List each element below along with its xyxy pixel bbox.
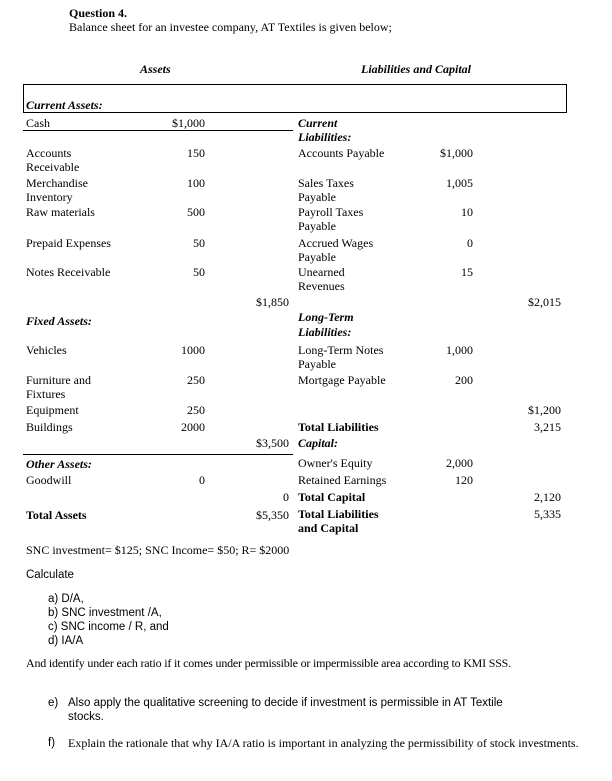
liab-sales-tax-label-2: Payable — [298, 190, 336, 204]
liab-ap-label: Accounts Payable — [298, 146, 385, 160]
asset-buildings-value: 2000 — [181, 420, 205, 434]
asset-vehicles-label: Vehicles — [26, 343, 67, 357]
total-capital-value: 2,120 — [534, 490, 561, 504]
total-assets-label: Total Assets — [26, 508, 87, 522]
retained-earnings-label: Retained Earnings — [298, 473, 387, 487]
fixed-assets-total: $3,500 — [256, 436, 289, 450]
asset-ar-label-2: Receivable — [26, 160, 80, 174]
asset-prepaid-label: Prepaid Expenses — [26, 236, 111, 250]
current-liabilities-total: $2,015 — [528, 295, 561, 309]
list-item: a) D/A, — [48, 593, 84, 605]
identify-paragraph: And identify under each ratio if it comes under permissible or impermissible area according to KMI SSS. — [26, 656, 511, 670]
current-assets-total: $1,850 — [256, 295, 289, 309]
asset-buildings-label: Buildings — [26, 420, 73, 434]
table-right-border — [566, 84, 567, 112]
asset-vehicles-value: 1000 — [181, 343, 205, 357]
asset-cash-label: Cash — [26, 116, 50, 130]
lt-liabilities-label: Long-Term — [298, 310, 354, 324]
lt-liabilities-total: $1,200 — [528, 403, 561, 417]
asset-goodwill-value: 0 — [199, 473, 205, 487]
liab-payroll-label-2: Payable — [298, 219, 336, 233]
liab-wages-label: Accrued Wages — [298, 236, 374, 250]
asset-furniture-value: 250 — [187, 373, 205, 387]
snc-line: SNC investment= $125; SNC Income= $50; R= $2000 — [26, 543, 290, 557]
asset-raw-value: 500 — [187, 205, 205, 219]
asset-furniture-label: Furniture and — [26, 373, 91, 387]
other-assets-total: 0 — [283, 490, 289, 504]
liab-unearned-label-2: Revenues — [298, 279, 345, 293]
asset-goodwill-label: Goodwill — [26, 473, 72, 487]
asset-equipment-value: 250 — [187, 403, 205, 417]
liab-lt-notes-label-2: Payable — [298, 357, 336, 371]
fixed-assets-label: Fixed Assets: — [26, 314, 92, 328]
liab-payroll-value: 10 — [461, 205, 473, 219]
other-assets-divider — [23, 454, 293, 455]
current-liabilities-label: Current — [298, 116, 338, 130]
total-liab-capital-label: Total Liabilities — [298, 507, 379, 521]
total-capital-label: Total Capital — [298, 490, 366, 504]
header-assets: Assets — [140, 62, 171, 76]
liab-unearned-value: 15 — [461, 265, 473, 279]
item-e-text: Also apply the qualitative screening to decide if investment is permissible in AT Textile stocks. — [68, 697, 503, 723]
header-divider — [23, 112, 567, 113]
liab-mortgage-value: 200 — [455, 373, 473, 387]
question-title: Question 4. — [69, 6, 128, 20]
total-assets-value: $5,350 — [256, 508, 289, 522]
liab-wages-label-2: Payable — [298, 250, 336, 264]
liab-wages-value: 0 — [467, 236, 473, 250]
asset-furniture-label-2: Fixtures — [26, 387, 66, 401]
question-intro: Balance sheet for an investee company, AT Textiles is given below; — [69, 20, 392, 34]
other-assets-label: Other Assets: — [26, 457, 92, 471]
total-liabilities-value: 3,215 — [534, 420, 561, 434]
liab-sales-tax-value: 1,005 — [446, 176, 473, 190]
asset-merch-label: Merchandise — [26, 176, 88, 190]
list-item: d) IA/A — [48, 635, 84, 647]
asset-merch-value: 100 — [187, 176, 205, 190]
asset-equipment-label: Equipment — [26, 403, 79, 417]
asset-prepaid-value: 50 — [193, 236, 205, 250]
header-liabilities-capital: Liabilities and Capital — [361, 62, 472, 76]
total-liab-capital-value: 5,335 — [534, 507, 561, 521]
liab-unearned-label: Unearned — [298, 265, 345, 279]
asset-notes-label: Notes Receivable — [26, 265, 111, 279]
list-item: c) SNC income / R, and — [48, 621, 169, 633]
item-e-marker: e) — [48, 697, 59, 709]
list-item: b) SNC investment /A, — [48, 607, 162, 619]
owners-equity-label: Owner's Equity — [298, 456, 373, 470]
capital-label: Capital: — [298, 436, 339, 450]
retained-earnings-value: 120 — [455, 473, 473, 487]
liab-payroll-label: Payroll Taxes — [298, 205, 364, 219]
item-f-marker: f) — [48, 737, 56, 749]
asset-ar-value: 150 — [187, 146, 205, 160]
liab-mortgage-label: Mortgage Payable — [298, 373, 386, 387]
lt-liabilities-label-2: Liabilities: — [298, 325, 352, 339]
liab-ap-value: $1,000 — [440, 146, 473, 160]
current-liabilities-label-2: Liabilities: — [298, 130, 352, 144]
current-assets-label: Current Assets: — [26, 98, 103, 112]
asset-merch-label-2: Inventory — [26, 190, 73, 204]
cash-row-top — [23, 130, 293, 131]
liab-sales-tax-label: Sales Taxes — [298, 176, 354, 190]
liab-lt-notes-value: 1,000 — [446, 343, 473, 357]
asset-cash-value: $1,000 — [172, 116, 205, 130]
total-liabilities-label: Total Liabilities — [298, 420, 379, 434]
asset-ar-label: Accounts — [26, 146, 72, 160]
item-f-text: Explain the rationale that why IA/A ratio is important in analyzing the permissibility of stock investments. — [68, 736, 579, 750]
table-top-border — [23, 84, 567, 85]
asset-notes-value: 50 — [193, 265, 205, 279]
table-left-border — [23, 84, 24, 112]
calculate-label: Calculate — [26, 569, 74, 581]
owners-equity-value: 2,000 — [446, 456, 473, 470]
total-liab-capital-label-2: and Capital — [298, 521, 359, 535]
liab-lt-notes-label: Long-Term Notes — [298, 343, 384, 357]
asset-raw-label: Raw materials — [26, 205, 95, 219]
